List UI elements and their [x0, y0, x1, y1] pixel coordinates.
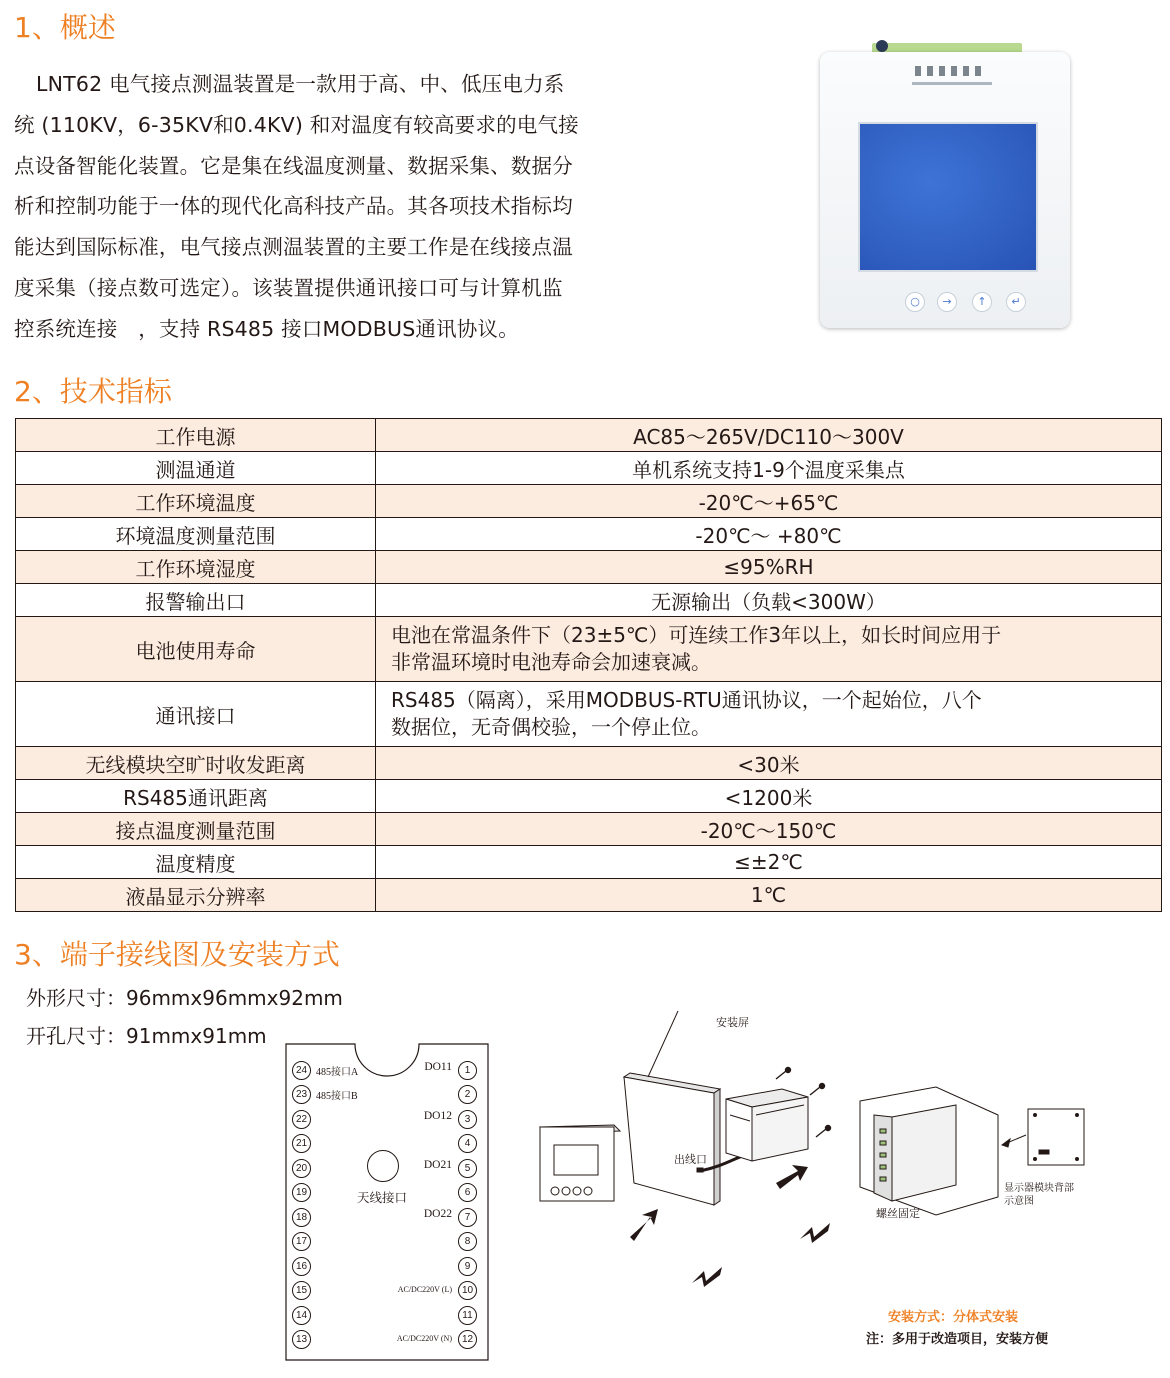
label-back-view-1: 显示器模块背部: [1004, 1183, 1074, 1194]
spec-label: 报警输出口: [16, 584, 376, 617]
terminal-23: 23: [292, 1085, 311, 1104]
intro-line: 析和控制功能于一体的现代化高科技产品。其各项技术指标均: [14, 194, 573, 219]
spec-value: [376, 682, 1162, 747]
menu-button-icon: ○: [905, 292, 925, 312]
spec-label: 温度精度: [16, 846, 376, 879]
spec-value: 1℃: [376, 879, 1162, 912]
wiring-diagram: [285, 1043, 489, 1361]
antenna-knob: [876, 40, 888, 52]
label-do22: DO22: [423, 1208, 452, 1220]
terminal-12: 12: [458, 1330, 477, 1349]
spec-value: -20℃～150℃: [376, 813, 1162, 846]
spec-value-line: 数据位，无奇偶校验，一个停止位。: [391, 715, 711, 739]
spec-row: [16, 879, 1162, 912]
outline-size: 外形尺寸：96mmx96mmx92mm: [26, 986, 343, 1010]
label-power-l: AC/DC220V (L): [397, 1285, 452, 1294]
label-antenna: 天线接口: [357, 1191, 408, 1205]
spec-value: ≤±2℃: [376, 846, 1162, 879]
terminal-10: 10: [458, 1281, 477, 1300]
label-outlet: 出线口: [674, 1153, 707, 1166]
sensor-box: [726, 1089, 808, 1161]
cutout-size: 开孔尺寸：91mmx91mm: [26, 1024, 267, 1048]
label-485-a: 485接口A: [316, 1067, 359, 1078]
brand-strip: [912, 82, 992, 85]
rear-assembly: [860, 1087, 998, 1215]
mounting-panel: [624, 1011, 720, 1205]
section-title-specs: 2、技术指标: [14, 375, 172, 408]
spec-row: [16, 813, 1162, 846]
spec-value: <30米: [376, 747, 1162, 780]
terminal-3: 3: [458, 1110, 477, 1129]
terminal-7: 7: [458, 1208, 477, 1227]
terminal-14: 14: [292, 1306, 311, 1325]
terminal-9: 9: [458, 1257, 477, 1276]
enter-button-icon: ↵: [1006, 292, 1026, 312]
terminal-1: 1: [458, 1061, 477, 1080]
spec-label: 工作电源: [16, 419, 376, 452]
spec-row: [16, 419, 1162, 452]
terminal-17: 17: [292, 1232, 311, 1251]
label-do12: DO12: [423, 1110, 452, 1122]
terminal-16: 16: [292, 1257, 311, 1276]
back-view-box: [1002, 1109, 1084, 1165]
spec-row: [16, 747, 1162, 780]
label-back-view-2: 示意图: [1004, 1196, 1034, 1207]
terminal-22: 22: [292, 1110, 311, 1129]
intro-line: 控系统连接 ，支持 RS485 接口MODBUS通讯协议。: [14, 316, 519, 341]
spec-value: <1200米: [376, 780, 1162, 813]
spec-label: 环境温度测量范围: [16, 518, 376, 551]
spec-row: [16, 452, 1162, 485]
spec-row: [16, 682, 1162, 747]
spec-value: 无源输出（负载<300W）: [376, 584, 1162, 617]
up-arrow-button-icon: ↑: [972, 292, 992, 312]
spec-row: [16, 551, 1162, 584]
display-module-front: [540, 1125, 620, 1201]
terminal-11: 11: [458, 1306, 477, 1325]
terminal-2: 2: [458, 1085, 477, 1104]
terminal-6: 6: [458, 1183, 477, 1202]
spec-row: [16, 780, 1162, 813]
label-do21: DO21: [423, 1159, 452, 1171]
spec-value-line: RS485（隔离），采用MODBUS-RTU通讯协议，一个起始位，八个: [391, 688, 982, 712]
spec-value-line: 非常温环境时电池寿命会加速衰减。: [391, 650, 711, 674]
terminal-18: 18: [292, 1208, 311, 1227]
terminal-13: 13: [292, 1330, 311, 1349]
spec-label: 工作环境温度: [16, 485, 376, 518]
spec-row: [16, 617, 1162, 682]
terminal-5: 5: [458, 1159, 477, 1178]
spec-value: ≤95%RH: [376, 551, 1162, 584]
lcd-screen: [858, 122, 1038, 272]
antenna-port: [367, 1150, 399, 1182]
spec-label: 电池使用寿命: [16, 617, 376, 682]
right-arrow-button-icon: →: [937, 292, 957, 312]
install-method: 安装方式：分体式安装: [888, 1310, 1019, 1325]
intro-paragraph: [14, 64, 624, 350]
spec-table: [15, 418, 1162, 912]
terminal-8: 8: [458, 1232, 477, 1251]
terminal-20: 20: [292, 1159, 311, 1178]
device-photo: [820, 40, 1070, 330]
spec-label: 通讯接口: [16, 682, 376, 747]
spec-row: [16, 584, 1162, 617]
spec-value: 单机系统支持1-9个温度采集点: [376, 452, 1162, 485]
spec-label: 无线模块空旷时收发距离: [16, 747, 376, 780]
install-illustration: [530, 1005, 1130, 1365]
spec-value: [376, 617, 1162, 682]
intro-line: LNT62 电气接点测温装置是一款用于高、中、低压电力系: [36, 72, 565, 96]
intro-line: 点设备智能化装置。它是集在线温度测量、数据采集、数据分: [14, 153, 573, 178]
spec-value-line: 电池在常温条件下（23±5℃）可连续工作3年以上，如长时间应用于: [391, 623, 1002, 647]
spec-label: 工作环境湿度: [16, 551, 376, 584]
section-title-wiring: 3、端子接线图及安装方式: [14, 938, 340, 971]
spec-value: -20℃～ +80℃: [376, 518, 1162, 551]
spec-value: -20℃～+65℃: [376, 485, 1162, 518]
spec-value: AC85～265V/DC110～300V: [376, 419, 1162, 452]
label-do11: DO11: [424, 1061, 452, 1073]
spec-row: [16, 518, 1162, 551]
label-485-b: 485接口B: [316, 1091, 358, 1102]
intro-line: 能达到国际标准，电气接点测温装置的主要工作是在线接点温: [14, 235, 573, 260]
label-screw: 螺丝固定: [876, 1207, 920, 1220]
label-panel: 安装屏: [716, 1016, 749, 1029]
label-power-n: AC/DC220V (N): [396, 1334, 452, 1343]
indicator-slots: [915, 66, 985, 76]
spec-label: RS485通讯距离: [16, 780, 376, 813]
intro-line: 度采集（接点数可选定）。该装置提供通讯接口可与计算机监: [14, 275, 563, 300]
install-note: 注：多用于改造项目，安装方便: [866, 1332, 1049, 1347]
spec-label: 测温通道: [16, 452, 376, 485]
terminal-19: 19: [292, 1183, 311, 1202]
terminal-15: 15: [292, 1281, 311, 1300]
spec-row: [16, 846, 1162, 879]
spec-label: 液晶显示分辨率: [16, 879, 376, 912]
spec-row: [16, 485, 1162, 518]
terminal-24: 24: [292, 1061, 311, 1080]
section-title-overview: 1、概述: [14, 11, 116, 44]
terminal-21: 21: [292, 1134, 311, 1153]
terminal-4: 4: [458, 1134, 477, 1153]
spec-label: 接点温度测量范围: [16, 813, 376, 846]
intro-line: 统 (110KV，6-35KV和0.4KV) 和对温度有较高要求的电气接: [14, 112, 579, 137]
